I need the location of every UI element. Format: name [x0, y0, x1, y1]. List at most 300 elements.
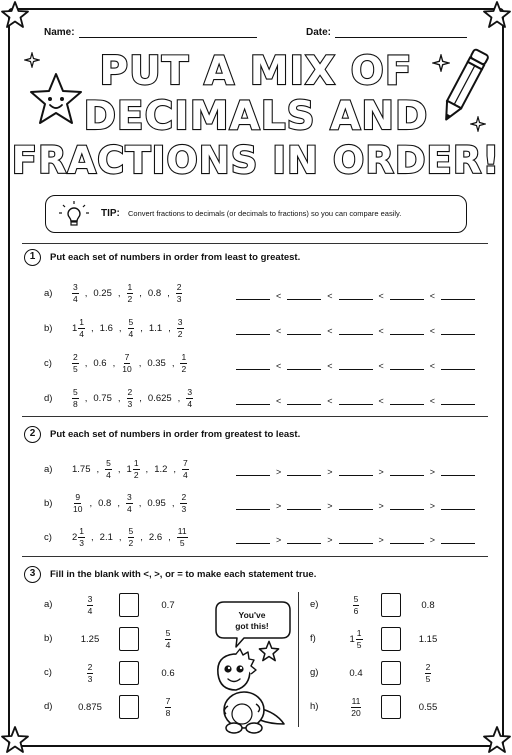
answer-blank[interactable]	[339, 501, 373, 510]
comma: ,	[139, 392, 142, 404]
number-set	[72, 455, 189, 483]
corner-star-icon	[482, 725, 512, 755]
denominator: 4	[183, 469, 188, 480]
right-value	[408, 592, 448, 618]
row-label: d)	[44, 393, 53, 404]
answer-blank[interactable]	[390, 396, 424, 405]
fraction-stack	[165, 697, 172, 717]
fraction-stack	[128, 527, 135, 547]
fraction	[425, 663, 432, 683]
answer-blank[interactable]	[390, 326, 424, 335]
denominator: 4	[165, 639, 171, 650]
comma: ,	[117, 463, 121, 475]
answer-blank[interactable]	[236, 501, 270, 510]
comma: ,	[138, 357, 142, 369]
denominator: 5	[73, 363, 78, 374]
left-value	[336, 660, 376, 686]
fraction-stack	[72, 493, 83, 513]
left-value	[70, 694, 110, 720]
numerator: 2	[176, 282, 182, 292]
answer-blank[interactable]	[441, 501, 475, 510]
decimal-value: 1.25	[80, 633, 100, 645]
fraction-stack	[72, 353, 79, 373]
decimal-value: 2.1	[99, 531, 113, 543]
answer-blanks	[236, 391, 475, 405]
fraction-stack	[177, 318, 184, 338]
comma: ,	[139, 287, 142, 299]
fraction	[180, 353, 187, 373]
right-value	[148, 660, 188, 686]
fraction	[177, 318, 184, 338]
fraction-stack	[180, 353, 187, 373]
comma: ,	[140, 322, 143, 334]
whole-part: 1	[349, 633, 355, 645]
order-operator: >	[429, 535, 436, 545]
order-operator: <	[378, 326, 384, 336]
right-value	[148, 592, 188, 618]
comma: ,	[96, 463, 100, 475]
answer-blank[interactable]	[287, 396, 321, 405]
fraction	[105, 459, 112, 479]
comma: ,	[168, 322, 171, 334]
order-operator: <	[378, 291, 384, 301]
numerator: 5	[128, 526, 134, 536]
left-value	[70, 626, 110, 652]
denominator: 3	[127, 398, 133, 409]
answer-box[interactable]	[381, 593, 401, 617]
numerator: 1	[133, 458, 139, 468]
comma: ,	[112, 357, 116, 369]
decimal-value: 0.55	[418, 701, 438, 713]
fraction-stack	[78, 318, 85, 338]
number-set	[72, 279, 182, 307]
answer-blank[interactable]	[441, 326, 475, 335]
number-set	[72, 314, 184, 342]
question-1-instruction: Put each set of numbers in order from least to greatest.	[50, 252, 301, 263]
numerator: 5	[106, 458, 111, 468]
fraction-stack	[72, 388, 79, 408]
order-operator: >	[327, 467, 333, 477]
order-operator: >	[327, 501, 333, 511]
answer-blank[interactable]	[339, 396, 373, 405]
numerator: 3	[177, 317, 183, 327]
fraction	[87, 663, 94, 683]
date-line[interactable]	[335, 27, 467, 38]
decimal-value: 2.6	[148, 531, 163, 543]
denominator: 10	[122, 363, 132, 374]
answer-blanks	[236, 530, 475, 544]
decimal-value: 0.75	[93, 392, 112, 404]
tip-box	[45, 195, 467, 233]
comma: ,	[91, 531, 94, 543]
comma: ,	[84, 287, 88, 299]
answer-blank[interactable]	[339, 291, 373, 300]
decimal-value: 0.625	[147, 392, 172, 404]
dinosaur-icon	[200, 648, 286, 736]
decimal-value: 0.25	[93, 287, 112, 299]
comma: ,	[171, 357, 175, 369]
comma: ,	[117, 287, 121, 299]
order-operator: <	[327, 396, 333, 406]
row-label: h)	[310, 701, 319, 712]
decimal-value: 1.75	[72, 463, 91, 475]
order-operator: >	[378, 467, 384, 477]
denominator: 8	[73, 398, 78, 409]
order-operator: >	[327, 535, 333, 545]
denominator: 6	[353, 605, 359, 616]
mixed-number	[72, 318, 85, 338]
answer-blanks	[236, 356, 475, 370]
fraction-stack	[350, 697, 361, 717]
order-operator: <	[276, 396, 282, 406]
denominator: 10	[73, 503, 83, 514]
fraction-stack	[182, 459, 189, 479]
fraction-stack	[127, 283, 134, 303]
answer-blank[interactable]	[441, 467, 475, 476]
mixed-number	[127, 459, 140, 479]
answer-blank[interactable]	[287, 326, 321, 335]
denominator: 4	[73, 293, 78, 304]
answer-blank[interactable]	[390, 291, 424, 300]
fraction	[127, 283, 134, 303]
row-label: a)	[44, 288, 53, 299]
question-2-instruction: Put each set of numbers in order from greatest to least.	[50, 429, 301, 440]
fraction	[165, 629, 172, 649]
numerator: 9	[75, 492, 81, 502]
answer-box[interactable]	[119, 661, 139, 685]
numerator: 3	[187, 387, 193, 397]
speech-bubble-text: You've got this!	[235, 610, 269, 631]
answer-blank[interactable]	[339, 467, 373, 476]
denominator: 2	[177, 328, 183, 339]
row-label: b)	[44, 323, 53, 334]
answer-blank[interactable]	[236, 396, 270, 405]
fraction	[127, 388, 134, 408]
numerator: 2	[127, 387, 133, 397]
numerator: 5	[73, 387, 78, 397]
number-set	[72, 384, 193, 412]
denominator: 20	[351, 707, 361, 718]
answer-blanks	[236, 462, 475, 476]
question-number-1: 1	[24, 249, 41, 266]
decimal-value: 0.95	[147, 497, 166, 509]
comma: ,	[138, 497, 142, 509]
denominator: 2	[133, 469, 139, 480]
decimal-value: 1.6	[99, 322, 113, 334]
numerator: 2	[73, 352, 78, 362]
answer-blank[interactable]	[236, 535, 270, 544]
name-label: Name:	[44, 27, 75, 38]
answer-blank[interactable]	[339, 326, 373, 335]
order-operator: >	[276, 535, 282, 545]
denominator: 4	[187, 398, 193, 409]
comma: ,	[84, 357, 88, 369]
answer-blank[interactable]	[441, 396, 475, 405]
lightbulb-icon	[54, 200, 94, 228]
corner-star-icon	[482, 0, 512, 30]
decimal-value: 0.35	[147, 357, 166, 369]
answer-blank[interactable]	[390, 535, 424, 544]
fraction-stack	[121, 353, 132, 373]
answer-blank[interactable]	[287, 361, 321, 370]
comma: ,	[118, 531, 122, 543]
question-3-instruction: Fill in the blank with <, >, or = to make each statement true.	[50, 569, 317, 580]
row-label: b)	[44, 633, 53, 644]
decimal-value: 1.2	[154, 463, 168, 475]
whole-part: 1	[126, 463, 132, 475]
order-operator: <	[327, 326, 333, 336]
question-number-2: 2	[24, 426, 41, 443]
denominator: 2	[128, 537, 134, 548]
fraction	[182, 459, 189, 479]
corner-star-icon	[0, 725, 30, 755]
number-set	[72, 523, 188, 551]
denominator: 3	[181, 503, 187, 514]
decimal-value: 1.15	[418, 633, 438, 645]
tip-label: TIP:	[101, 208, 120, 219]
answer-blanks	[236, 321, 475, 335]
answer-blank[interactable]	[339, 361, 373, 370]
row-label: f)	[310, 633, 316, 644]
divider	[22, 416, 488, 417]
denominator: 3	[79, 537, 85, 548]
denominator: 2	[181, 363, 187, 374]
denominator: 4	[106, 469, 111, 480]
number-set	[72, 489, 187, 517]
fraction	[165, 697, 172, 717]
fraction-stack	[126, 493, 133, 513]
decimal-value: 0.8	[98, 497, 112, 509]
numerator: 3	[126, 492, 132, 502]
right-value	[408, 660, 448, 686]
fraction	[126, 493, 133, 513]
comma: ,	[117, 392, 121, 404]
fraction-stack	[133, 459, 140, 479]
order-operator: >	[378, 501, 384, 511]
answer-blank[interactable]	[339, 535, 373, 544]
fraction-stack	[177, 527, 188, 547]
fraction	[176, 283, 183, 303]
row-label: a)	[44, 464, 53, 475]
answer-box[interactable]	[119, 627, 139, 651]
comma: ,	[145, 463, 149, 475]
answer-blank[interactable]	[390, 467, 424, 476]
name-line[interactable]	[79, 27, 257, 38]
numerator: 7	[124, 352, 130, 362]
row-label: g)	[310, 667, 319, 678]
order-operator: <	[276, 291, 282, 301]
title-line-2: DECIMALS AND	[83, 94, 429, 139]
answer-box[interactable]	[119, 695, 139, 719]
decimal-value: 0.6	[161, 667, 175, 679]
numerator: 7	[165, 696, 171, 706]
row-label: d)	[44, 701, 53, 712]
denominator: 5	[356, 639, 362, 650]
column-divider	[298, 592, 299, 727]
comma: ,	[167, 287, 170, 299]
denominator: 4	[126, 503, 132, 514]
answer-blank[interactable]	[441, 291, 475, 300]
answer-box[interactable]	[381, 627, 401, 651]
answer-blank[interactable]	[287, 467, 321, 476]
fraction-stack	[353, 595, 360, 615]
fraction	[72, 493, 83, 513]
decimal-value: 0.6	[93, 357, 107, 369]
decimal-value: 0.4	[349, 667, 363, 679]
fraction-stack	[87, 595, 94, 615]
order-operator: >	[429, 501, 436, 511]
answer-blank[interactable]	[390, 501, 424, 510]
numerator: 1	[127, 282, 133, 292]
left-value	[336, 694, 376, 720]
fraction-stack	[356, 629, 363, 649]
answer-blank[interactable]	[287, 501, 321, 510]
row-label: e)	[310, 599, 319, 610]
denominator: 5	[425, 673, 431, 684]
answer-box[interactable]	[381, 695, 401, 719]
fraction	[177, 527, 188, 547]
fraction-stack	[87, 663, 94, 683]
order-operator: <	[429, 326, 436, 336]
divider	[22, 243, 488, 244]
corner-star-icon	[0, 0, 30, 30]
answer-blank[interactable]	[390, 361, 424, 370]
fraction	[350, 697, 361, 717]
answer-box[interactable]	[381, 661, 401, 685]
fraction-stack	[78, 527, 85, 547]
comma: ,	[91, 322, 94, 334]
row-label: c)	[44, 532, 52, 543]
row-label: c)	[44, 667, 52, 678]
order-operator: <	[429, 291, 436, 301]
comma: ,	[89, 497, 93, 509]
comma: ,	[140, 531, 143, 543]
fraction	[353, 595, 360, 615]
numerator: 5	[128, 317, 134, 327]
denominator: 3	[87, 673, 93, 684]
mixed-number	[72, 527, 85, 547]
fraction	[72, 388, 79, 408]
numerator: 5	[353, 594, 359, 604]
order-operator: <	[276, 361, 282, 371]
tip-text: Convert fractions to decimals (or decimals to fractions) so you can compare easily.	[128, 209, 402, 218]
fraction-stack	[165, 629, 172, 649]
decimal-value: 1.1	[148, 322, 163, 334]
comma: ,	[173, 463, 177, 475]
answer-blank[interactable]	[236, 467, 270, 476]
name-field[interactable]	[44, 27, 257, 38]
left-value	[70, 592, 110, 618]
order-operator: <	[327, 361, 333, 371]
fraction	[186, 388, 193, 408]
fraction	[72, 283, 79, 303]
numerator: 2	[181, 492, 187, 502]
order-operator: <	[429, 396, 436, 406]
title-line-3: FRACTIONS IN ORDER!	[11, 139, 501, 182]
whole-part: 1	[72, 322, 78, 334]
fraction	[128, 527, 135, 547]
order-operator: <	[429, 361, 436, 371]
comma: ,	[168, 531, 171, 543]
date-field[interactable]	[306, 27, 467, 38]
divider	[22, 556, 488, 557]
fraction-stack	[176, 283, 183, 303]
decimal-value: 0.7	[161, 599, 175, 611]
comma: ,	[171, 497, 175, 509]
numerator: 3	[87, 594, 93, 604]
answer-blank[interactable]	[287, 535, 321, 544]
right-value	[148, 694, 188, 720]
numerator: 11	[177, 526, 187, 536]
fraction-stack	[72, 283, 79, 303]
numerator: 7	[183, 458, 188, 468]
date-label: Date:	[306, 27, 332, 38]
left-value	[70, 660, 110, 686]
right-value	[148, 626, 188, 652]
right-value	[408, 694, 448, 720]
fraction	[180, 493, 187, 513]
comma: ,	[117, 497, 120, 509]
fraction-stack	[105, 459, 112, 479]
order-operator: <	[276, 326, 282, 336]
numerator: 1	[356, 628, 362, 638]
numerator: 1	[79, 526, 85, 536]
question-number-3: 3	[24, 566, 41, 583]
fraction	[121, 353, 132, 373]
numerator: 3	[73, 282, 78, 292]
row-label: c)	[44, 358, 52, 369]
order-operator: >	[429, 467, 436, 477]
answer-blank[interactable]	[441, 535, 475, 544]
numerator: 1	[79, 317, 85, 327]
left-value	[336, 592, 376, 618]
answer-blank[interactable]	[236, 361, 270, 370]
numerator: 1	[181, 352, 187, 362]
fraction-stack	[186, 388, 193, 408]
answer-blank[interactable]	[441, 361, 475, 370]
number-set	[72, 349, 187, 377]
order-operator: >	[276, 467, 282, 477]
denominator: 4	[87, 605, 93, 616]
answer-blanks	[236, 496, 475, 510]
left-value	[336, 626, 376, 652]
fraction-stack	[128, 318, 135, 338]
answer-blanks	[236, 286, 475, 300]
answer-box[interactable]	[119, 593, 139, 617]
fraction-stack	[127, 388, 134, 408]
right-value	[408, 626, 448, 652]
decimal-value: 0.8	[421, 599, 435, 611]
numerator: 5	[165, 628, 171, 638]
row-label: b)	[44, 498, 53, 509]
denominator: 5	[179, 537, 185, 548]
fraction-stack	[425, 663, 432, 683]
denominator: 4	[79, 328, 85, 339]
row-label: a)	[44, 599, 53, 610]
order-operator: >	[378, 535, 384, 545]
answer-blank[interactable]	[287, 291, 321, 300]
denominator: 2	[127, 293, 133, 304]
comma: ,	[84, 392, 88, 404]
denominator: 8	[165, 707, 171, 718]
numerator: 2	[87, 662, 93, 672]
comma: ,	[177, 392, 181, 404]
numerator: 11	[351, 696, 361, 706]
title-line-1: PUT A MIX OF	[99, 49, 413, 94]
order-operator: <	[327, 291, 333, 301]
answer-blank[interactable]	[236, 291, 270, 300]
answer-blank[interactable]	[236, 326, 270, 335]
